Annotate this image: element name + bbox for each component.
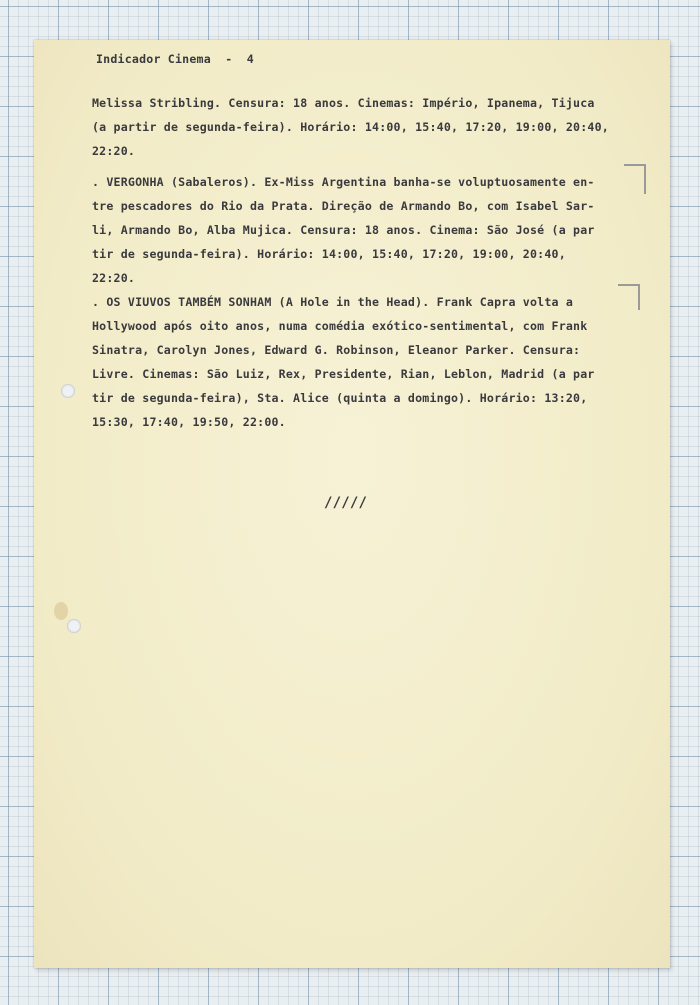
text-line: li, Armando Bo, Alba Mujica. Censura: 18 anos. Cinema: São José (a par (92, 223, 595, 237)
text-line: (a partir de segunda-feira). Horário: 14:00, 15:40, 17:20, 19:00, 20:40, (92, 120, 609, 134)
text-line: 15:30, 17:40, 19:50, 22:00. (92, 415, 286, 429)
text-line: 22:20. (92, 271, 136, 285)
punch-hole (67, 619, 81, 633)
text-line: Hollywood após oito anos, numa comédia exótico-sentimental, com Frank (92, 319, 588, 333)
text-line: tir de segunda-feira). Horário: 14:00, 15:40, 17:20, 19:00, 20:40, (92, 247, 566, 261)
punch-hole (61, 384, 75, 398)
paper-stain (54, 602, 68, 620)
closing-mark: ///// (324, 495, 368, 511)
text-line: tre pescadores do Rio da Prata. Direção de Armando Bo, com Isabel Sar- (92, 199, 595, 213)
text-line: . OS VIUVOS TAMBÉM SONHAM (A Hole in the Head). Frank Capra volta a (92, 295, 574, 309)
paragraph-vergonha (92, 170, 652, 290)
text-line: Melissa Stribling. Censura: 18 anos. Cinemas: Império, Ipanema, Tijuca (92, 96, 595, 110)
typewritten-page (34, 40, 670, 968)
text-line: 22:20. (92, 144, 136, 158)
paragraph-cast-listing (92, 91, 652, 163)
text-line: . VERGONHA (Sabaleros). Ex-Miss Argentina banha-se voluptuosamente en- (92, 175, 595, 189)
text-line: Livre. Cinemas: São Luiz, Rex, Presidente, Rian, Leblon, Madrid (a par (92, 367, 595, 381)
text-line: tir de segunda-feira), Sta. Alice (quinta a domingo). Horário: 13:20, (92, 391, 588, 405)
paragraph-os-viuvos (92, 290, 652, 434)
page-header: Indicador Cinema - 4 (96, 52, 254, 66)
text-line: Sinatra, Carolyn Jones, Edward G. Robinson, Eleanor Parker. Censura: (92, 343, 581, 357)
